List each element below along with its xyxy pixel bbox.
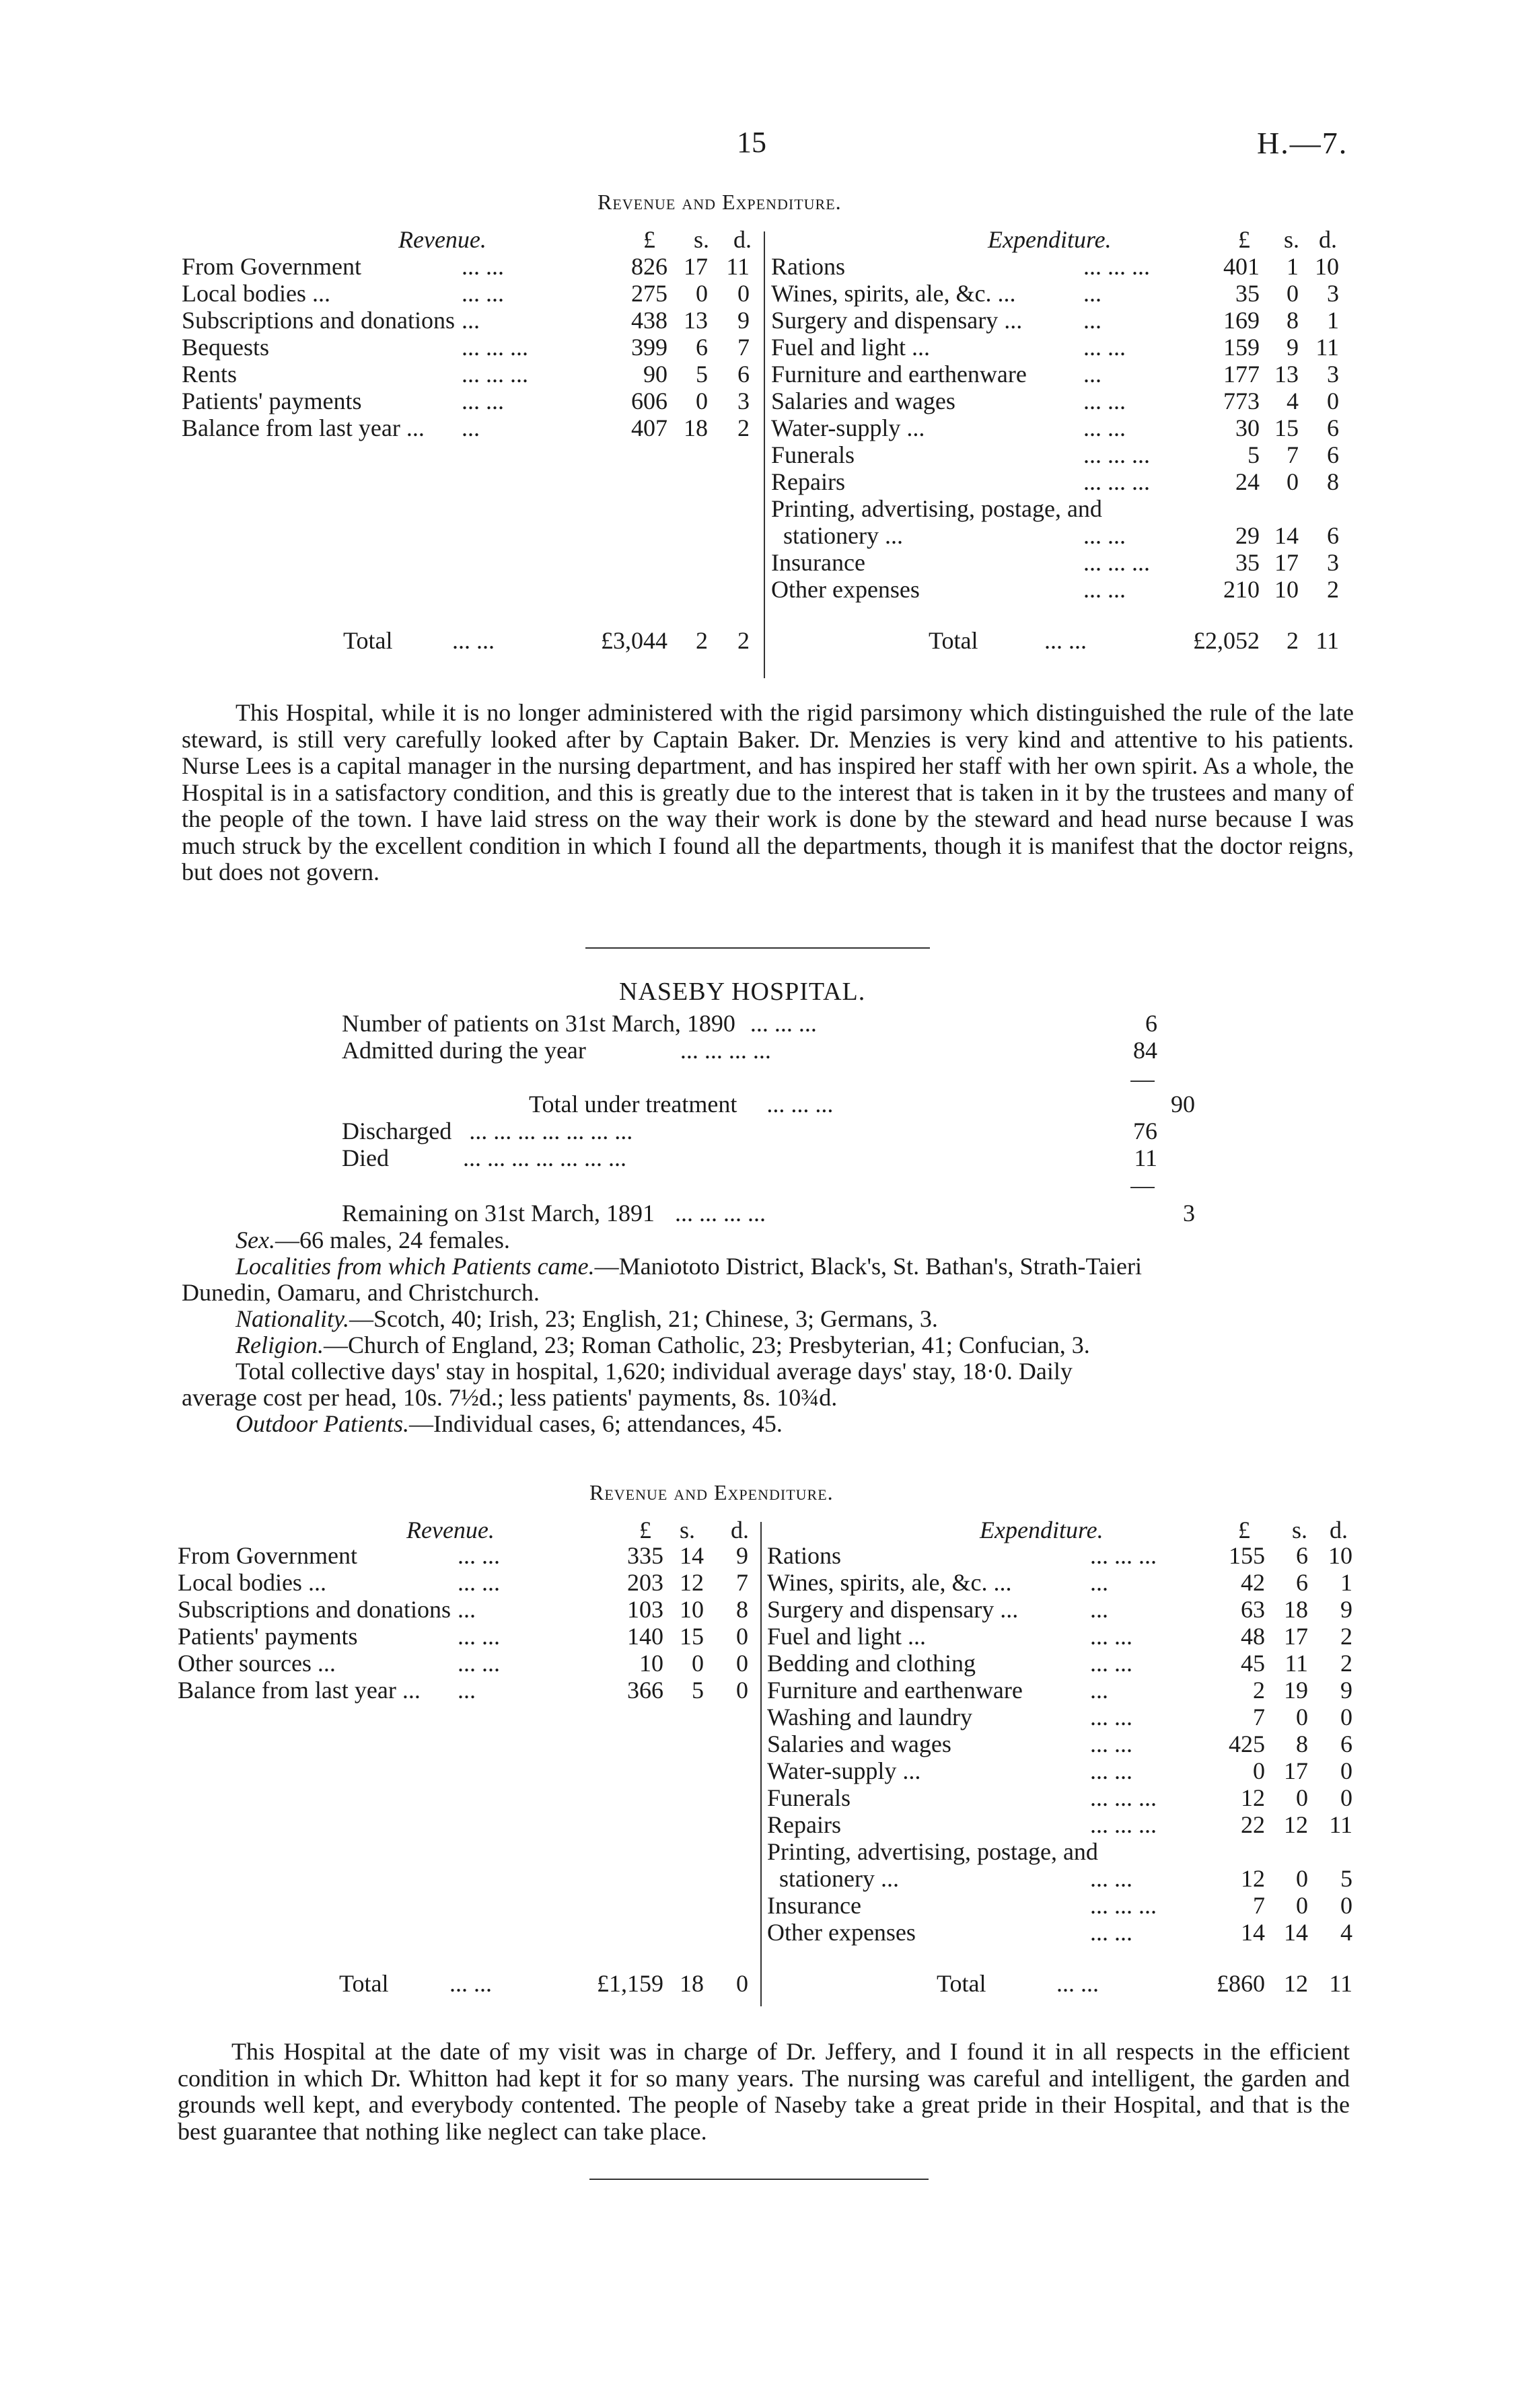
amount-shillings: 0 [1287, 468, 1299, 495]
stat-value: 3 [1183, 1200, 1195, 1227]
amount-shillings: 5 [692, 1677, 704, 1704]
amount-shillings: 19 [1284, 1677, 1308, 1704]
total-pounds: £3,044 [601, 627, 667, 654]
amount-shillings: 4 [1287, 388, 1299, 414]
amount-pence: 9 [1340, 1596, 1352, 1623]
leader-dots: ... ... [1090, 1623, 1132, 1650]
line-item-label: Patients' payments [178, 1623, 358, 1650]
amount-pounds: 401 [1223, 253, 1260, 280]
amount-shillings: 17 [1284, 1623, 1308, 1650]
amount-pence: 9 [737, 307, 750, 334]
pence-heading: d. [1319, 226, 1337, 253]
total-shillings: 2 [1287, 627, 1299, 654]
amount-shillings: 0 [1296, 1784, 1308, 1811]
leader-dots: ... ... ... [462, 334, 528, 361]
amount-pence: 0 [1327, 388, 1339, 414]
line-item-label: Balance from last year ... [178, 1677, 421, 1704]
line-item-label: Salaries and wages [771, 388, 955, 414]
amount-pence: 2 [1327, 576, 1339, 603]
amount-pounds: 24 [1235, 468, 1260, 495]
total-shillings: 12 [1284, 1970, 1308, 1997]
line-item-label: From Government [182, 253, 361, 280]
amount-pence: 6 [1340, 1730, 1352, 1757]
amount-shillings: 12 [680, 1569, 704, 1596]
amount-shillings: 0 [1287, 280, 1299, 307]
amount-shillings: 7 [1287, 441, 1299, 468]
leader-dots: ... ... [1083, 522, 1126, 549]
stat-label: Died ... ... ... ... ... ... ... [342, 1144, 626, 1171]
line-item-label: Fuel and light ... [767, 1623, 926, 1650]
amount-shillings: 17 [684, 253, 708, 280]
pence-heading: d. [1330, 1517, 1348, 1543]
leader-dots: ... ... ... [462, 361, 528, 388]
amount-pence: 6 [1327, 522, 1339, 549]
amount-shillings: 10 [1274, 576, 1299, 603]
leader-dots: ... [1083, 361, 1101, 388]
amount-shillings: 0 [1296, 1892, 1308, 1919]
amount-pence: 2 [1340, 1623, 1352, 1650]
outdoor-note: Outdoor Patients.—Individual cases, 6; attendances, 45. [236, 1410, 783, 1437]
line-item-label: Other sources ... [178, 1650, 336, 1677]
leader-dots: ... ... ... [1083, 549, 1150, 576]
total-label: Total [343, 627, 393, 654]
amount-shillings: 18 [684, 414, 708, 441]
amount-pence: 3 [1327, 361, 1339, 388]
amount-pence: 11 [1315, 334, 1339, 361]
amount-pence: 10 [1315, 253, 1339, 280]
amount-pence: 9 [1340, 1677, 1352, 1704]
amount-pence: 1 [1340, 1569, 1352, 1596]
stat-label: Admitted during the year ... ... ... ... [342, 1037, 771, 1064]
localities-note: Localities from which Patients came.—Maniototo District, Black's, St. Bathan's, Strath-Taieri [236, 1253, 1142, 1280]
line-item-label: Rations [767, 1542, 842, 1569]
line-item-label: Washing and laundry [767, 1704, 973, 1730]
line-item-label: stationery ... [779, 1865, 899, 1892]
amount-pence: 3 [1327, 280, 1339, 307]
total-shillings: 2 [696, 627, 708, 654]
leader-dots: ... ... [1056, 1970, 1099, 1997]
leader-dots: ... ... ... [1083, 441, 1150, 468]
stat-value: 84 [1133, 1037, 1157, 1064]
amount-pence: 4 [1340, 1919, 1352, 1946]
naseby-section-title: Revenue and Expenditure. [589, 1480, 834, 1504]
line-item-label: Funerals [771, 441, 855, 468]
expenditure-heading: Expenditure. [980, 1517, 1104, 1543]
amount-shillings: 8 [1287, 307, 1299, 334]
amount-shillings: 15 [680, 1623, 704, 1650]
amount-shillings: 8 [1296, 1730, 1308, 1757]
total-pence: 0 [736, 1970, 748, 1997]
section-title-revenue-expenditure: Revenue and Expenditure. [598, 190, 842, 214]
leader-dots: ... ... [1044, 627, 1087, 654]
line-item-label: Patients' payments [182, 388, 362, 414]
leader-dots: ... ... ... [1090, 1892, 1157, 1919]
amount-pounds: 169 [1223, 307, 1260, 334]
amount-pence: 8 [1327, 468, 1339, 495]
leader-dots: ... ... [449, 1970, 492, 1997]
amount-pence: 6 [1327, 414, 1339, 441]
leader-dots: ... [462, 414, 480, 441]
amount-pence: 0 [736, 1623, 748, 1650]
amount-pounds: 399 [631, 334, 667, 361]
column-divider [764, 231, 765, 678]
line-item-label: Insurance [767, 1892, 861, 1919]
section-divider [589, 2179, 929, 2180]
amount-pounds: 48 [1241, 1623, 1265, 1650]
total-pence: 2 [737, 627, 750, 654]
line-item-label: Salaries and wages [767, 1730, 951, 1757]
amount-pounds: 606 [631, 388, 667, 414]
amount-pounds: 275 [631, 280, 667, 307]
leader-dots: ... ... [458, 1623, 500, 1650]
amount-pence: 9 [736, 1542, 748, 1569]
line-item-label: Funerals [767, 1784, 851, 1811]
amount-pounds: 90 [643, 361, 667, 388]
amount-pounds: 826 [631, 253, 667, 280]
amount-pounds: 5 [1248, 441, 1260, 468]
line-item-label: Furniture and earthenware [767, 1677, 1023, 1704]
column-divider [760, 1522, 762, 2006]
amount-shillings: 6 [696, 334, 708, 361]
line-item-label: Repairs [767, 1811, 841, 1838]
amount-pence: 2 [1340, 1650, 1352, 1677]
amount-pence: 0 [1340, 1757, 1352, 1784]
line-item-label: Rations [771, 253, 846, 280]
amount-shillings: 14 [1274, 522, 1299, 549]
amount-pence: 7 [736, 1569, 748, 1596]
amount-pence: 5 [1340, 1865, 1352, 1892]
stay-note-cont: average cost per head, 10s. 7½d.; less patients' payments, 8s. 10¾d. [182, 1384, 838, 1411]
amount-pence: 0 [1340, 1704, 1352, 1730]
revenue-heading: Revenue. [406, 1517, 495, 1543]
amount-pounds: 366 [627, 1677, 663, 1704]
leader-dots: ... ... [1090, 1650, 1132, 1677]
amount-shillings: 18 [1284, 1596, 1308, 1623]
revenue-heading: Revenue. [398, 226, 486, 253]
amount-pounds: 407 [631, 414, 667, 441]
line-item-label: Other expenses [771, 576, 920, 603]
line-item-label: Surgery and dispensary ... [767, 1596, 1019, 1623]
leader-dots: ... ... ... [1090, 1784, 1157, 1811]
amount-pounds: 203 [627, 1569, 663, 1596]
amount-pounds: 2 [1253, 1677, 1265, 1704]
total-label: Total [339, 1970, 389, 1997]
line-item-label: Local bodies ... [178, 1569, 326, 1596]
line-item-label: Subscriptions and donations [178, 1596, 451, 1623]
hospital1-remarks [182, 700, 1354, 886]
leader-dots: ... ... [462, 280, 504, 307]
amount-shillings: 0 [1296, 1704, 1308, 1730]
leader-dots: ... [1090, 1596, 1108, 1623]
amount-pounds: 155 [1229, 1542, 1265, 1569]
amount-pence: 3 [1327, 549, 1339, 576]
naseby-remarks [178, 2039, 1350, 2145]
amount-pounds: 35 [1235, 549, 1260, 576]
amount-shillings: 5 [696, 361, 708, 388]
amount-pounds: 10 [639, 1650, 663, 1677]
amount-shillings: 6 [1296, 1569, 1308, 1596]
line-item-label: Wines, spirits, ale, &c. ... [767, 1569, 1012, 1596]
amount-pounds: 773 [1223, 388, 1260, 414]
leader-dots: ... ... [462, 253, 504, 280]
amount-shillings: 0 [696, 280, 708, 307]
stat-label: Discharged ... ... ... ... ... ... ... [342, 1118, 633, 1144]
amount-pounds: 12 [1241, 1865, 1265, 1892]
amount-pounds: 0 [1253, 1757, 1265, 1784]
pound-heading: £ [643, 226, 655, 253]
leader-dots: ... ... [458, 1542, 500, 1569]
leader-dots: ... ... [1083, 334, 1126, 361]
pound-heading: £ [1238, 226, 1250, 253]
amount-pence: 10 [1328, 1542, 1352, 1569]
amount-pounds: 140 [627, 1623, 663, 1650]
document-reference: H.—7. [1257, 126, 1348, 160]
amount-pence: 8 [736, 1596, 748, 1623]
amount-pounds: 45 [1241, 1650, 1265, 1677]
amount-pounds: 42 [1241, 1569, 1265, 1596]
leader-dots: ... ... [1083, 388, 1126, 414]
leader-dots: ... ... [1090, 1919, 1132, 1946]
amount-shillings: 13 [684, 307, 708, 334]
amount-shillings: 0 [696, 388, 708, 414]
amount-shillings: 9 [1287, 334, 1299, 361]
page-number: 15 [737, 126, 766, 159]
line-item-label: Bequests [182, 334, 269, 361]
amount-pence: 0 [736, 1677, 748, 1704]
leader-dots: ... [1083, 307, 1101, 334]
amount-shillings: 14 [680, 1542, 704, 1569]
shilling-heading: s. [680, 1517, 696, 1543]
line-item-label: Furniture and earthenware [771, 361, 1027, 388]
stat-value: 6 [1145, 1010, 1157, 1037]
amount-pence: 6 [737, 361, 750, 388]
amount-pounds: 7 [1253, 1892, 1265, 1919]
total-label: Total [937, 1970, 986, 1997]
line-item-label: stationery ... [783, 522, 903, 549]
leader-dots: ... [1090, 1569, 1108, 1596]
stat-label: Remaining on 31st March, 1891 ... ... ... ... [342, 1200, 766, 1227]
amount-shillings: 11 [1285, 1650, 1308, 1677]
leader-dots: ... ... [1083, 576, 1126, 603]
amount-pounds: 30 [1235, 414, 1260, 441]
expenditure-heading: Expenditure. [988, 226, 1112, 253]
amount-shillings: 0 [692, 1650, 704, 1677]
leader-dots: ... ... [1090, 1704, 1132, 1730]
amount-pence: 6 [1327, 441, 1339, 468]
leader-dots: ... ... [452, 627, 495, 654]
leader-dots: ... ... [1090, 1730, 1132, 1757]
line-item-label: Balance from last year ... [182, 414, 425, 441]
line-item-label: Fuel and light ... [771, 334, 930, 361]
line-item-label: Subscriptions and donations [182, 307, 455, 334]
total-shillings: 18 [680, 1970, 704, 1997]
leader-dots: ... ... [462, 388, 504, 414]
line-item-label: Surgery and dispensary ... [771, 307, 1023, 334]
amount-shillings: 12 [1284, 1811, 1308, 1838]
amount-pence: 11 [1329, 1811, 1352, 1838]
pound-heading: £ [639, 1517, 651, 1543]
amount-pounds: 7 [1253, 1704, 1265, 1730]
amount-pounds: 35 [1235, 280, 1260, 307]
line-item-label: Local bodies ... [182, 280, 330, 307]
remarks-paragraph: This Hospital, while it is no longer administered with the rigid parsimony which distinguished the rule of the late steward, is still very carefully looked after by Captain Baker. Dr. Menzies is very kind and attentive to his patients. Nurse Lees is a capital manager in the nursing department, and has inspired her staff with her own spirit. As a whole, the Hospital is in a satisfactory condition, and this is greatly due to the interest that is taken in it by the trustees and many of the people of the town. I have laid stress on the way their work is done by the steward and head nurse because I was much struck by the excellent condition in which I found all the departments, though it is manifest that the doctor reigns, but does not govern. [182, 699, 1354, 885]
amount-shillings: 0 [1296, 1865, 1308, 1892]
leader-dots: ... [458, 1677, 476, 1704]
amount-pounds: 177 [1223, 361, 1260, 388]
amount-pounds: 12 [1241, 1784, 1265, 1811]
total-label: Total [929, 627, 978, 654]
leader-dots: ... ... [458, 1650, 500, 1677]
line-item-label: Water-supply ... [767, 1757, 921, 1784]
amount-pounds: 159 [1223, 334, 1260, 361]
line-item-label: Insurance [771, 549, 865, 576]
stat-value: 76 [1133, 1118, 1157, 1144]
line-item-label: From Government [178, 1542, 357, 1569]
amount-pence: 0 [1340, 1784, 1352, 1811]
stat-label: Total under treatment ... ... ... [529, 1091, 834, 1118]
leader-dots: ... [458, 1596, 476, 1623]
localities-note-cont: Dunedin, Oamaru, and Christchurch. [182, 1279, 540, 1306]
sum-dash [1130, 1187, 1155, 1188]
leader-dots: ... ... [1090, 1757, 1132, 1784]
stat-value: 11 [1134, 1144, 1157, 1171]
leader-dots: ... ... [1083, 414, 1126, 441]
line-item-label: Printing, advertising, postage, and [767, 1838, 1098, 1865]
amount-shillings: 13 [1274, 361, 1299, 388]
total-pounds: £1,159 [597, 1970, 663, 1997]
leader-dots: ... [1090, 1677, 1108, 1704]
leader-dots: ... ... ... [1083, 253, 1150, 280]
leader-dots: ... [462, 307, 480, 334]
line-item-label: Rents [182, 361, 238, 388]
pence-heading: d. [733, 226, 752, 253]
amount-pence: 0 [1340, 1892, 1352, 1919]
stat-label: Number of patients on 31st March, 1890 ... ... ... [342, 1010, 817, 1037]
stay-note: Total collective days' stay in hospital, 1,620; individual average days' stay, 18·0. Daily [236, 1358, 1073, 1385]
amount-pounds: 438 [631, 307, 667, 334]
total-pounds: £2,052 [1193, 627, 1260, 654]
shilling-heading: s. [694, 226, 710, 253]
naseby-notes [182, 1227, 1354, 1437]
section-divider [585, 947, 930, 949]
sex-note: Sex.—66 males, 24 females. [236, 1227, 510, 1253]
amount-pounds: 63 [1241, 1596, 1265, 1623]
amount-shillings: 17 [1274, 549, 1299, 576]
leader-dots: ... ... [458, 1569, 500, 1596]
leader-dots: ... [1083, 280, 1101, 307]
leader-dots: ... ... [1090, 1865, 1132, 1892]
amount-shillings: 17 [1284, 1757, 1308, 1784]
amount-pounds: 425 [1229, 1730, 1265, 1757]
sum-dash [1130, 1081, 1155, 1082]
amount-pounds: 210 [1223, 576, 1260, 603]
amount-pence: 11 [726, 253, 750, 280]
remarks-paragraph: This Hospital at the date of my visit was in charge of Dr. Jeffery, and I found it in all respects in the efficient condition in which Dr. Whitton had kept it for so many years. The nursing was careful and intelligent, the garden and grounds well kept, and everybody contented. The people of Naseby take a great pride in their Hospital, and that is the best guarantee that nothing like neglect can take place. [178, 2038, 1350, 2145]
pound-heading: £ [1238, 1517, 1250, 1543]
line-item-label: Wines, spirits, ale, &c. ... [771, 280, 1016, 307]
amount-pounds: 14 [1241, 1919, 1265, 1946]
amount-shillings: 14 [1284, 1919, 1308, 1946]
amount-pence: 1 [1327, 307, 1339, 334]
religion-note: Religion.—Church of England, 23; Roman Catholic, 23; Presbyterian, 41; Confucian, 3. [236, 1331, 1090, 1358]
line-item-label: Repairs [771, 468, 845, 495]
amount-shillings: 6 [1296, 1542, 1308, 1569]
nationality-note: Nationality.—Scotch, 40; Irish, 23; English, 21; Chinese, 3; Germans, 3. [236, 1305, 938, 1332]
amount-pounds: 335 [627, 1542, 663, 1569]
total-pence: 11 [1329, 1970, 1352, 1997]
leader-dots: ... ... ... [1090, 1542, 1157, 1569]
total-pounds: £860 [1217, 1970, 1265, 1997]
line-item-label: Bedding and clothing [767, 1650, 976, 1677]
amount-pounds: 22 [1241, 1811, 1265, 1838]
leader-dots: ... ... ... [1083, 468, 1150, 495]
amount-pence: 3 [737, 388, 750, 414]
amount-shillings: 1 [1287, 253, 1299, 280]
amount-pence: 7 [737, 334, 750, 361]
amount-pence: 0 [736, 1650, 748, 1677]
amount-shillings: 10 [680, 1596, 704, 1623]
amount-pounds: 29 [1235, 522, 1260, 549]
pence-heading: d. [731, 1517, 749, 1543]
total-pence: 11 [1315, 627, 1339, 654]
stat-value: 90 [1171, 1091, 1195, 1118]
line-item-label: Water-supply ... [771, 414, 925, 441]
amount-pence: 0 [737, 280, 750, 307]
line-item-label: Printing, advertising, postage, and [771, 495, 1102, 522]
amount-shillings: 15 [1274, 414, 1299, 441]
leader-dots: ... ... ... [1090, 1811, 1157, 1838]
shilling-heading: s. [1284, 226, 1300, 253]
line-item-label: Other expenses [767, 1919, 916, 1946]
shilling-heading: s. [1292, 1517, 1308, 1543]
naseby-hospital-title: NASEBY HOSPITAL. [619, 978, 866, 1006]
amount-pounds: 103 [627, 1596, 663, 1623]
amount-pence: 2 [737, 414, 750, 441]
